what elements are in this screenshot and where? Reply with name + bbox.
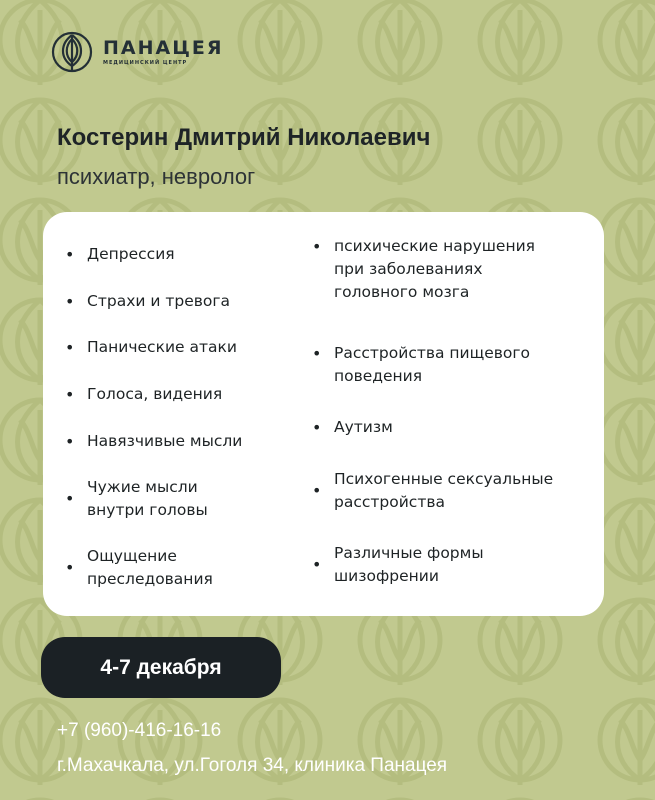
doctor-name: Костерин Дмитрий Николаевич (57, 124, 431, 151)
phone-number[interactable]: +7 (960)-416-16-16 (57, 720, 222, 741)
condition-text: Голоса, видения (87, 385, 223, 403)
list-item (65, 243, 305, 266)
conditions-card (43, 212, 604, 616)
list-item (312, 468, 597, 514)
dates-badge: 4-7 декабря (41, 637, 281, 698)
bullet: • (312, 555, 322, 574)
condition-text: Панические атаки (87, 338, 237, 356)
bullet: • (65, 245, 75, 264)
doctor-specialty: психиатр, невролог (57, 164, 256, 189)
list-item (65, 545, 305, 591)
list-item (65, 290, 305, 313)
bullet: • (65, 558, 75, 577)
condition-text: Психогенные сексуальные расстройства (334, 470, 554, 511)
list-item (65, 476, 305, 522)
list-item (312, 342, 597, 388)
bullet: • (312, 344, 322, 363)
list-item (65, 336, 305, 359)
bullet: • (65, 338, 75, 357)
tree-icon (50, 30, 94, 74)
bullet: • (65, 432, 75, 451)
bullet: • (65, 489, 75, 508)
list-item (65, 383, 305, 406)
list-item (65, 430, 305, 453)
clinic-address: г.Махачкала, ул.Гоголя 34, клиника Панацея (57, 755, 448, 776)
list-item (312, 542, 597, 588)
bullet: • (312, 481, 322, 500)
condition-text: Различные формы шизофрении (334, 544, 484, 585)
bullet: • (312, 237, 322, 256)
condition-text: Страхи и тревога (87, 292, 231, 310)
brand-name: ПАНАЦЕЯ (103, 37, 224, 59)
bullet: • (65, 385, 75, 404)
condition-text: психические нарушения при заболеваниях головного мозга (334, 237, 535, 301)
condition-text: Аутизм (334, 418, 393, 436)
condition-text: Навязчивые мысли (87, 432, 243, 450)
condition-text: Расстройства пищевого поведения (334, 344, 531, 385)
bullet: • (65, 292, 75, 311)
brand-subtitle: МЕДИЦИНСКИЙ ЦЕНТР (103, 60, 188, 66)
bullet: • (312, 418, 322, 437)
logo (50, 30, 223, 74)
condition-text: Депрессия (87, 245, 175, 263)
condition-text: Чужие мысли внутри головы (87, 478, 208, 519)
condition-text: Ощущение преследования (87, 547, 213, 588)
list-item (312, 416, 597, 439)
list-item (312, 235, 597, 304)
